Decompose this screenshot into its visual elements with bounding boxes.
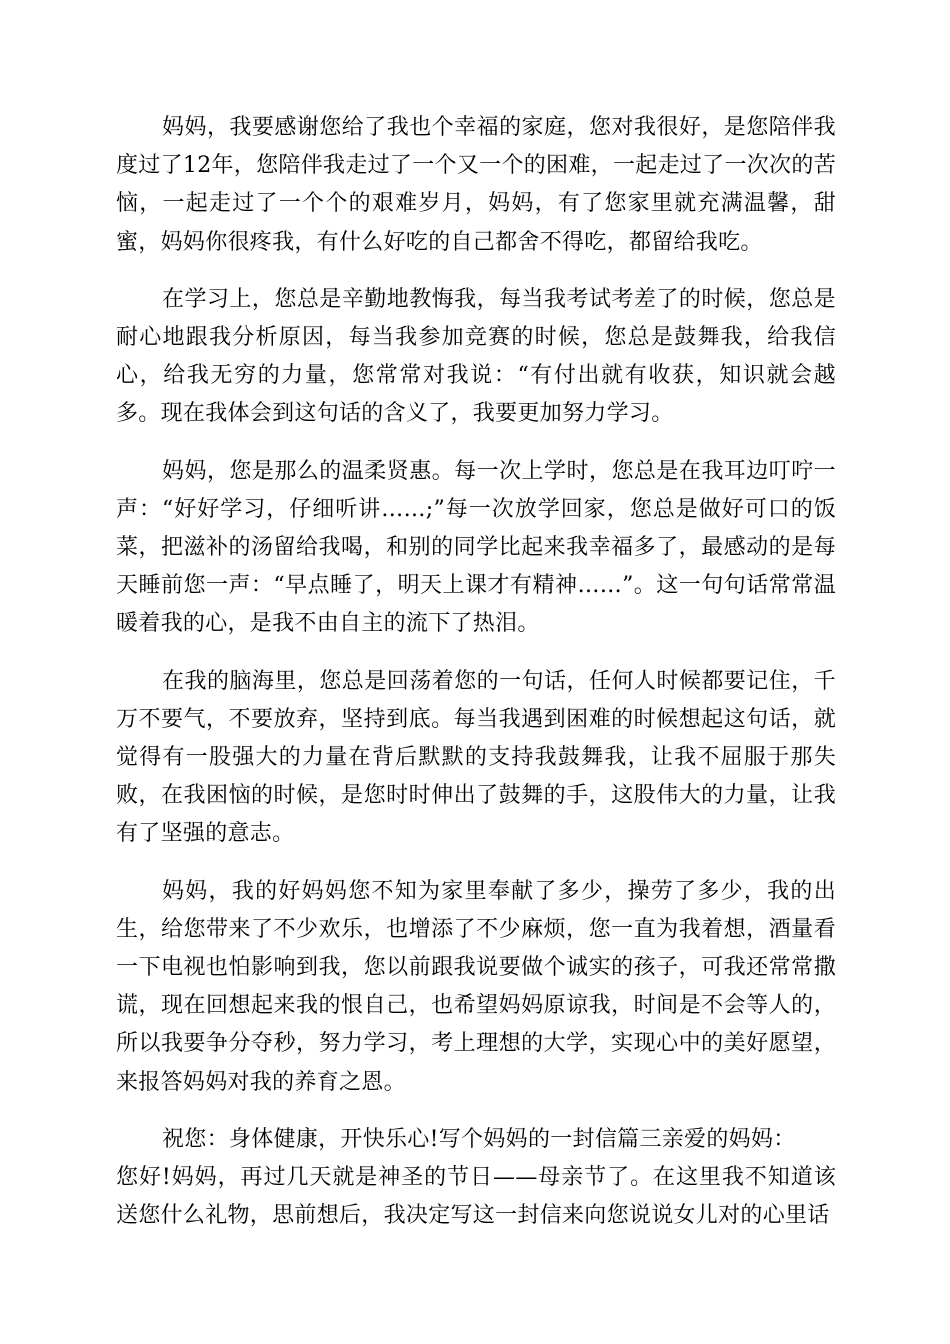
paragraph-wishes: 祝您：身体健康，开快乐心!写个妈妈的一封信篇三亲爱的妈妈： <box>162 1126 796 1152</box>
letter-body <box>116 109 836 1235</box>
paragraph-mothers-day: 您好!妈妈，再过几天就是神圣的节日——母亲节了。在这里我不知道该送您什么礼物，思前想后，我决定写这一封信来向您说说女儿对的心里话 <box>116 1165 836 1229</box>
paragraph-encouragement: 在我的脑海里，您总是回荡着您的一句话，任何人时候都要记住，千万不要气，不要放弃，坚持到底。每当我遇到困难的时候想起这句话，就觉得有一股强大的力量在背后默默的支持我鼓舞我，让我不屈服于那失败，在我困恼的时候，是您时时伸出了鼓舞的手，这股伟大的力量，让我有了坚强的意志。 <box>116 668 836 847</box>
paragraph-study: 在学习上，您总是辛勤地教悔我，每当我考试考差了的时候，您总是耐心地跟我分析原因，每当我参加竞赛的时候，您总是鼓舞我，给我信心，给我无穷的力量，您常常对我说：“有付出就有收获，知识就会越多。现在我体会到这句话的含义了，我要更加努力学习。 <box>116 286 836 427</box>
paragraph-gentle-mother: 妈妈，您是那么的温柔贤惠。每一次上学时，您总是在我耳边叮咛一声：“好好学习，仔细听讲……;”每一次放学回家，您总是做好可口的饭菜，把滋补的汤留给我喝，和别的同学比起来我幸福多了，最感动的是每天睡前您一声：“早点睡了，明天上课才有精神……”。这一句句话常常温暖着我的心，是我不由自主的流下了热泪。 <box>116 458 836 637</box>
paragraph-gratitude: 妈妈，我要感谢您给了我也个幸福的家庭，您对我很好，是您陪伴我度过了12年，您陪伴我走过了一个又一个的困难，一起走过了一次次的苦恼，一起走过了一个个的艰难岁月，妈妈，有了您家里就充满温馨，甜蜜，妈妈你很疼我，有什么好吃的自己都舍不得吃，都留给我吃。 <box>116 115 836 255</box>
paragraph-devotion: 妈妈，我的好妈妈您不知为家里奉献了多少，操劳了多少，我的出生，给您带来了不少欢乐，也增添了不少麻烦，您一直为我着想，酒量看一下电视也怕影响到我，您以前跟我说要做个诚实的孩子，可我还常常撒谎，现在回想起来我的恨自己，也希望妈妈原谅我，时间是不会等人的，所以我要争分夺秒，努力学习，考上理想的大学，实现心中的美好愿望，来报答妈妈对我的养育之恩。 <box>116 878 836 1095</box>
